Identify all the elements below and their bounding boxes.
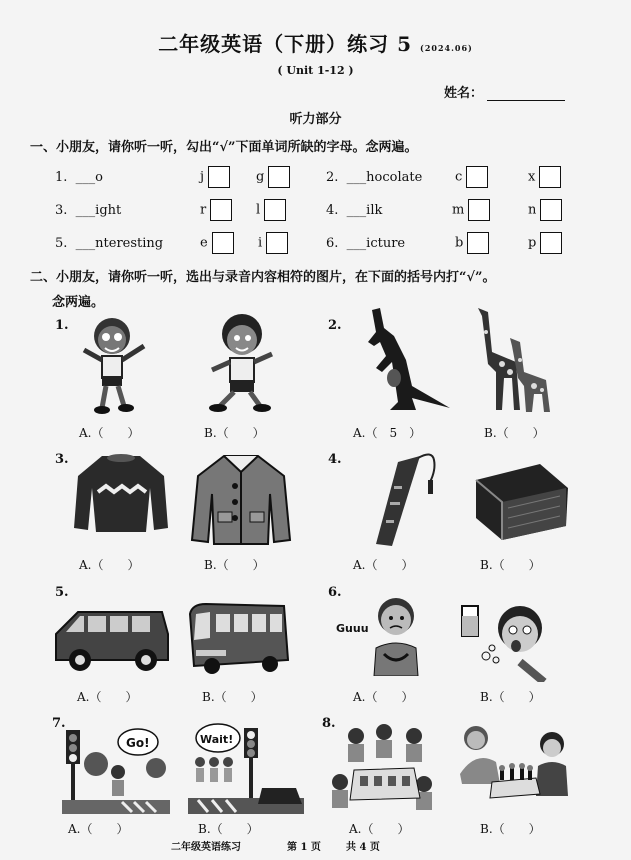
checkbox[interactable] (539, 166, 561, 188)
unit-range: ( Unit 1-12 ) (277, 64, 354, 77)
s1-q6-option-b[interactable]: p (528, 232, 562, 254)
checkbox[interactable] (264, 199, 286, 221)
checkbox[interactable] (266, 232, 288, 254)
giraffes-image-b (462, 302, 558, 414)
s1-q4-option-a[interactable]: m (452, 199, 490, 221)
footer-page-number: 第 1 页 (287, 842, 321, 853)
section1-instruction: 一、小朋友，请你听一听，勾出“√”下面单词所缺的字母。念两遍。 (30, 140, 418, 155)
section2-instruction-cont: 念两遍。 (52, 295, 105, 310)
checkbox[interactable] (468, 199, 490, 221)
s1-question-5: 5. ___nteresting (55, 236, 164, 251)
s1-q1-option-b[interactable]: g (256, 166, 290, 188)
s2-question-number: 4. (328, 452, 342, 467)
page-title: 二年级英语（下册）练习 5 (2024.06) (158, 32, 473, 56)
s1-question-2: 2. ___hocolate (326, 170, 423, 185)
wait-bubble-text: Wait! (200, 733, 234, 746)
traffic-light-go-image-a (62, 720, 170, 814)
answer-slot-b[interactable]: B.（ ） (198, 822, 259, 836)
checkbox[interactable] (208, 166, 230, 188)
go-bubble-text: Go! (126, 736, 150, 750)
running-boy-image-a (72, 310, 152, 420)
answer-slot-b[interactable]: B.（ ） (480, 690, 541, 704)
coat-image-b (188, 450, 294, 546)
answer-slot-b[interactable]: B.（ ） (204, 558, 265, 572)
s2-question-number: 1. (55, 318, 69, 333)
bookmark-image-a (370, 446, 450, 550)
answer-slot-a[interactable]: A.（ ） (79, 558, 140, 572)
s1-question-1: 1. ___o (55, 170, 103, 185)
answer-slot-a[interactable]: A.（ ） (79, 426, 140, 440)
s1-question-3: 3. ___ight (55, 203, 122, 218)
s1-q2-option-b[interactable]: x (528, 166, 561, 188)
s1-q5-option-b[interactable]: i (258, 232, 288, 254)
traffic-light-wait-image-b (188, 718, 304, 814)
checkbox[interactable] (540, 232, 562, 254)
s2-question-number: 7. (52, 716, 66, 731)
checkbox[interactable] (210, 199, 232, 221)
bus-image-b (186, 600, 290, 676)
hungry-boy-image-a (334, 592, 434, 676)
s1-q3-option-a[interactable]: r (200, 199, 232, 221)
kangaroo-image-a (346, 302, 456, 414)
footer-title: 二年级英语练习 (171, 842, 241, 853)
answer-slot-b[interactable]: B.（ ） (480, 558, 541, 572)
s2-question-number: 6. (328, 585, 342, 600)
s1-q3-option-b[interactable]: l (256, 199, 286, 221)
checkbox[interactable] (467, 232, 489, 254)
s1-q6-option-a[interactable]: b (455, 232, 489, 254)
s1-question-4: 4. ___ilk (326, 203, 383, 218)
section2-instruction: 二、小朋友，请你听一听，选出与录音内容相符的图片，在下面的括号内打“√”。 (30, 270, 496, 285)
book-image-b (472, 458, 572, 542)
checkbox[interactable] (466, 166, 488, 188)
car-image-a (52, 604, 172, 674)
s1-q1-option-a[interactable]: j (200, 166, 230, 188)
listening-heading: 听力部分 (289, 112, 342, 127)
s2-question-number: 3. (55, 452, 69, 467)
checkbox[interactable] (540, 199, 562, 221)
s1-q2-option-a[interactable]: c (455, 166, 488, 188)
answer-slot-b[interactable]: B.（ ） (480, 822, 541, 836)
guuu-sound-text: Guuu (336, 622, 369, 635)
answer-slot-b[interactable]: B.（ ） (204, 426, 265, 440)
s2-question-number: 5. (55, 585, 69, 600)
kids-playing-chess-image-b (456, 722, 574, 810)
s2-question-number: 2. (328, 318, 342, 333)
s1-q5-option-a[interactable]: e (200, 232, 234, 254)
answer-slot-a[interactable]: A.（ ） (353, 690, 414, 704)
walking-boy-image-b (196, 308, 286, 418)
name-blank-line[interactable] (487, 88, 565, 101)
answer-slot-a[interactable]: A.（ ） (77, 690, 138, 704)
sweater-image-a (72, 452, 170, 538)
s1-q4-option-b[interactable]: n (528, 199, 562, 221)
s2-question-number: 8. (322, 716, 336, 731)
answer-slot-a[interactable]: A.（ ） (353, 558, 414, 572)
answer-slot-a[interactable]: A.（ 5 ） (353, 426, 422, 440)
answer-slot-a[interactable]: A.（ ） (349, 822, 410, 836)
answer-slot-b[interactable]: B.（ ） (202, 690, 263, 704)
title-date: (2024.06) (420, 43, 473, 53)
footer-page-total: 共 4 页 (346, 842, 380, 853)
thirsty-boy-image-b (458, 592, 558, 682)
answer-slot-b[interactable]: B.（ ） (484, 426, 545, 440)
checkbox[interactable] (268, 166, 290, 188)
s1-question-6: 6. ___icture (326, 236, 406, 251)
kids-playing-cards-image-a (326, 720, 438, 812)
name-field[interactable]: 姓名： (444, 82, 565, 101)
checkbox[interactable] (212, 232, 234, 254)
answer-slot-a[interactable]: A.（ ） (68, 822, 129, 836)
